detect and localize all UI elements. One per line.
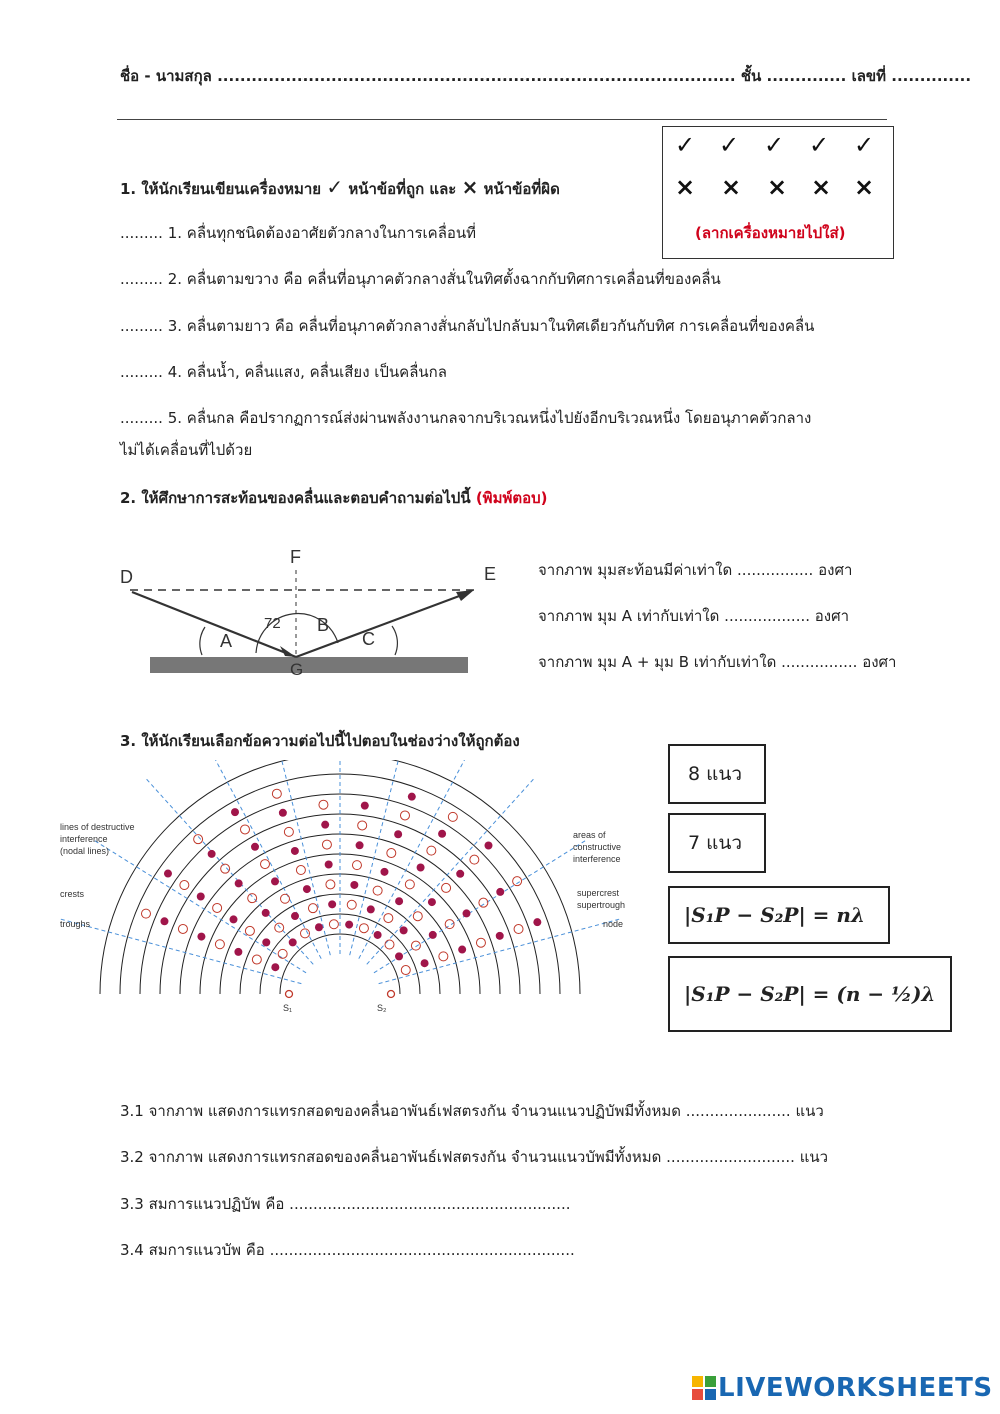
cross-mark-4[interactable]: × — [811, 173, 832, 201]
label-node: node — [603, 919, 624, 929]
label-supertrough: supertrough — [577, 900, 626, 910]
interference-point — [380, 868, 388, 876]
nodal-line — [367, 778, 534, 964]
interference-point — [321, 821, 329, 829]
interference-point — [160, 917, 168, 925]
label-crests: crests — [60, 889, 85, 899]
interference-point — [281, 894, 290, 903]
interference-point — [296, 866, 305, 875]
source-s1 — [286, 991, 293, 998]
interference-point — [197, 933, 205, 941]
class-label: ชั้น — [740, 67, 762, 85]
interference-point — [470, 855, 479, 864]
nodal-line — [60, 919, 301, 984]
interference-point — [272, 789, 281, 798]
interference-question-4: 3.4 สมการแนวบัพ คือ ................................................................ — [120, 1241, 575, 1259]
interference-point — [445, 920, 454, 929]
interference-point — [387, 849, 396, 858]
interference-point — [384, 914, 393, 923]
label-destructive-2: interference — [60, 834, 108, 844]
interference-point — [251, 843, 259, 851]
interference-point — [411, 941, 420, 950]
interference-point — [417, 863, 425, 871]
interference-question-1: 3.1 จากภาพ แสดงการแทรกสอดของคลื่นอาพันธ์เฟสตรงกัน จำนวนแนวปฏิบัพมีทั้งหมด ...................... แนว — [120, 1102, 824, 1120]
interference-point — [442, 883, 451, 892]
nodal-line — [359, 760, 476, 959]
interference-point — [329, 920, 338, 929]
source-s2 — [388, 991, 395, 998]
interference-point — [215, 940, 224, 949]
label-f: F — [290, 547, 301, 567]
interference-point — [231, 808, 239, 816]
interference-point — [463, 909, 471, 917]
interference-point — [241, 825, 250, 834]
label-a: A — [220, 631, 233, 651]
interference-point — [319, 800, 328, 809]
interference-question-3: 3.3 สมการแนวปฏิบัพ คือ ........................................................... — [120, 1195, 571, 1213]
interference-point — [291, 912, 299, 920]
check-icon: ✓ — [326, 175, 344, 199]
interference-point — [358, 821, 367, 830]
interference-point — [248, 894, 257, 903]
interference-point — [164, 870, 172, 878]
interference-point — [514, 925, 523, 934]
tf-item-5-continued: ไม่ได้เคลื่อนที่ไปด้วย — [120, 441, 253, 459]
section2-title: 2. ให้ศึกษาการสะท้อนของคลื่นและตอบคำถามต่อไปนี้ (พิมพ์ตอบ) — [120, 489, 548, 507]
interference-point — [322, 840, 331, 849]
label-e: E — [484, 564, 497, 584]
interference-point — [496, 932, 504, 940]
interference-point — [262, 909, 270, 917]
label-s1: S₁ — [283, 1003, 293, 1013]
label-constructive-2: constructive — [573, 842, 622, 852]
option-antinode-equation[interactable]: |S₁P − S₂P| = nλ — [668, 886, 890, 944]
interference-point — [278, 949, 287, 958]
interference-question-2: 3.2 จากภาพ แสดงการแทรกสอดของคลื่นอาพันธ์เฟสตรงกัน จำนวนแนวบัพมีทั้งหมด ........................... แนว — [120, 1148, 829, 1166]
drag-hint: (ลากเครื่องหมายไปใส่) — [695, 224, 846, 242]
section3-title: 3. ให้นักเรียนเลือกข้อความต่อไปนี้ไปตอบในช่องว่างให้ถูกต้อง — [120, 732, 520, 750]
interference-point — [291, 847, 299, 855]
interference-point — [315, 923, 323, 931]
interference-point — [213, 903, 222, 912]
interference-point — [374, 931, 382, 939]
label-72: 72 — [264, 615, 281, 632]
type-answer-note: (พิมพ์ตอบ) — [475, 489, 548, 507]
interference-point — [234, 948, 242, 956]
cross-icon: × — [461, 175, 479, 199]
option-7-lines[interactable]: 7 แนว — [668, 813, 766, 873]
interference-point — [197, 892, 205, 900]
header-divider — [117, 119, 887, 120]
interference-point — [275, 923, 284, 932]
check-mark-3[interactable]: ✓ — [764, 131, 785, 159]
interference-point — [279, 809, 287, 817]
label-destructive-1: lines of destructive — [60, 822, 135, 832]
interference-diagram — [55, 760, 635, 1015]
option-8-lines[interactable]: 8 แนว — [668, 744, 766, 804]
number-label: เลขที่ — [851, 67, 887, 85]
interference-point — [385, 940, 394, 949]
interference-point — [448, 812, 457, 821]
interference-point — [428, 898, 436, 906]
label-g: G — [290, 660, 304, 679]
interference-point — [438, 830, 446, 838]
label-constructive-1: areas of — [573, 830, 606, 840]
label-c: C — [362, 629, 375, 649]
interference-point — [325, 860, 333, 868]
label-troughs: troughs — [60, 919, 91, 929]
tf-item-1: ......... 1. คลื่นทุกชนิดต้องอาศัยตัวกลางในการเคลื่อนที่ — [120, 224, 477, 242]
interference-point — [252, 955, 261, 964]
answer-blank[interactable]: ...................... — [685, 1102, 791, 1120]
interference-point — [361, 802, 369, 810]
student-info-line — [120, 64, 971, 88]
interference-point — [345, 921, 353, 929]
tf-item-2: ......... 2. คลื่นตามขวาง คือ คลื่นที่อนุภาคตัวกลางสั่นในทิศตั้งฉากกับทิศการเคลื่อนที่ของคลื่น — [120, 270, 721, 288]
cross-mark-1[interactable]: × — [675, 173, 696, 201]
tf-item-3: ......... 3. คลื่นตามยาว คือ คลื่นที่อนุภาคตัวกลางสั่นกลับไปกลับมาในทิศเดียวกันกับทิศ การเคลื่อนที่ของคลื่น — [120, 317, 815, 335]
interference-point — [180, 881, 189, 890]
answer-blank[interactable]: ................................................................ — [269, 1241, 575, 1259]
tf-answer-blank[interactable]: ......... — [120, 363, 163, 381]
interference-point — [326, 880, 335, 889]
interference-point — [458, 946, 466, 954]
drag-marks-box — [662, 126, 894, 259]
interference-point — [271, 963, 279, 971]
label-supercrest: supercrest — [577, 888, 620, 898]
label-s2: S₂ — [377, 1003, 387, 1013]
label-d: D — [120, 567, 133, 587]
reflected-arrowhead — [456, 590, 474, 601]
label-b: B — [317, 615, 330, 635]
class-blank[interactable]: .............. — [766, 67, 847, 85]
interference-point — [221, 864, 230, 873]
interference-point — [513, 877, 522, 886]
reflection-diagram — [110, 535, 510, 685]
answer-blank[interactable]: ........................................................... — [289, 1195, 571, 1213]
interference-point — [356, 841, 364, 849]
interference-point — [373, 886, 382, 895]
number-blank[interactable]: .............. — [891, 67, 972, 85]
interference-point — [284, 827, 293, 836]
label-destructive-3: (nodal lines) — [60, 846, 110, 856]
answer-blank[interactable]: ................ — [781, 653, 858, 671]
interference-point — [408, 793, 416, 801]
interference-point — [245, 926, 254, 935]
tf-item-4: ......... 4. คลื่นน้ำ, คลื่นแสง, คลื่นเสียง เป็นคลื่นกล — [120, 363, 447, 381]
interference-point — [367, 905, 375, 913]
nodal-line — [94, 840, 306, 972]
check-mark-1[interactable]: ✓ — [675, 131, 696, 159]
interference-point — [479, 898, 488, 907]
tf-answer-blank[interactable]: ......... — [120, 224, 163, 242]
interference-point — [533, 918, 541, 926]
section1-title: 1. ให้นักเรียนเขียนเครื่องหมาย ✓ หน้าข้อที่ถูก และ × หน้าข้อที่ผิด — [120, 175, 560, 199]
tf-answer-blank[interactable]: ......... — [120, 409, 163, 427]
interference-point — [235, 879, 243, 887]
check-mark-2[interactable]: ✓ — [719, 131, 740, 159]
interference-point — [456, 870, 464, 878]
label-constructive-3: interference — [573, 854, 621, 864]
interference-point — [400, 811, 409, 820]
name-blank[interactable]: ........................................................................................... — [217, 67, 736, 85]
angle-arc-a — [200, 627, 205, 655]
logo-text: LIVEWORKSHEETS — [718, 1373, 993, 1403]
angle-arc-c — [392, 626, 397, 655]
answer-blank[interactable]: ........................... — [666, 1148, 795, 1166]
interference-point — [421, 959, 429, 967]
interference-point — [439, 952, 448, 961]
interference-point — [271, 877, 279, 885]
check-mark-5[interactable]: ✓ — [854, 131, 875, 159]
interference-point — [395, 897, 403, 905]
nodal-line — [379, 919, 620, 984]
tf-answer-blank[interactable]: ......... — [120, 317, 163, 335]
interference-point — [352, 861, 361, 870]
answer-blank[interactable]: .................. — [724, 607, 810, 625]
nodal-line — [374, 840, 586, 972]
name-label: ชื่อ - นามสกุล — [120, 67, 212, 85]
interference-point — [230, 915, 238, 923]
reflection-question-3: จากภาพ มุม A + มุม B เท่ากับเท่าใด ................ องศา — [538, 653, 897, 671]
reflection-question-2: จากภาพ มุม A เท่ากับเท่าใด .................. องศา — [538, 607, 850, 625]
interference-point — [394, 830, 402, 838]
reflecting-surface — [150, 657, 468, 673]
interference-point — [262, 938, 270, 946]
tf-item-5: ......... 5. คลื่นกล คือปรากฏการณ์ส่งผ่านพลังงานกลจากบริเวณหนึ่งไปยังอีกบริเวณหนึ่ง โดยอนุภาคตัวกลาง — [120, 409, 812, 427]
interference-point — [359, 924, 368, 933]
interference-point — [261, 860, 270, 869]
interference-point — [350, 881, 358, 889]
tf-answer-blank[interactable]: ......... — [120, 270, 163, 288]
interference-point — [347, 900, 356, 909]
interference-point — [208, 850, 216, 858]
interference-point — [427, 846, 436, 855]
cross-mark-5[interactable]: × — [854, 173, 875, 201]
interference-point — [413, 912, 422, 921]
cross-mark-2[interactable]: × — [721, 173, 742, 201]
interference-point — [194, 835, 203, 844]
interference-point — [308, 904, 317, 913]
interference-point — [328, 900, 336, 908]
logo-icon — [692, 1376, 716, 1400]
liveworksheets-logo — [692, 1373, 993, 1403]
interference-point — [484, 842, 492, 850]
interference-point — [395, 952, 403, 960]
option-node-equation[interactable]: |S₁P − S₂P| = (n − ½)λ — [668, 956, 952, 1032]
interference-point — [178, 924, 187, 933]
interference-point — [405, 880, 414, 889]
reflection-question-1: จากภาพ มุมสะท้อนมีค่าเท่าใด ................ องศา — [538, 561, 853, 579]
interference-point — [141, 909, 150, 918]
interference-point — [401, 966, 410, 975]
answer-blank[interactable]: ................ — [737, 561, 814, 579]
interference-point — [400, 926, 408, 934]
interference-point — [496, 888, 504, 896]
interference-point — [289, 938, 297, 946]
check-mark-4[interactable]: ✓ — [809, 131, 830, 159]
interference-point — [429, 931, 437, 939]
interference-point — [303, 885, 311, 893]
interference-point — [476, 938, 485, 947]
cross-mark-3[interactable]: × — [767, 173, 788, 201]
